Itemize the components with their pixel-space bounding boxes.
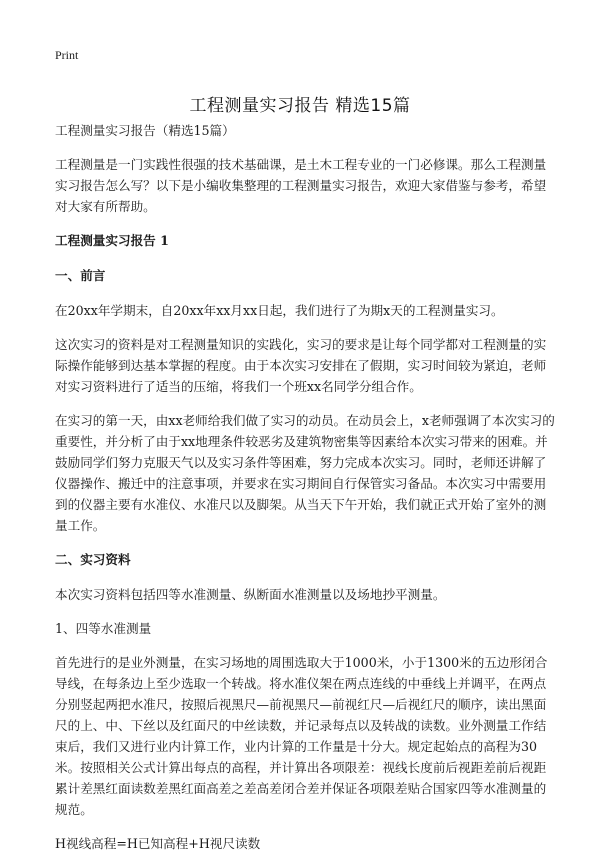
formula-line: H视线高程=H已知高程+H视尺读数 [55,836,261,851]
paragraph: 本次实习资料包括四等水准测量、纵断面水准测量以及场地抄平测量。 [55,587,446,602]
document-title: 工程测量实习报告 精选15篇 [189,96,411,117]
print-link[interactable]: Print [55,48,79,62]
intro-paragraph: 工程测量是一门实践性很强的技术基础课，是土木工程专业的一门必修课。那么工程测量实习报告怎么写？以下是小编收集整理的工程测量实习报告，欢迎大家借鉴与参考，希望对大家有所帮助。 [55,157,547,214]
report-heading: 工程测量实习报告 1 [55,233,169,248]
subsection-heading: 1、四等水准测量 [55,621,152,636]
document-subtitle: 工程测量实习报告（精选15篇） [55,123,235,138]
section-heading-materials: 二、实习资料 [55,552,131,567]
document-body [55,120,556,854]
paragraph: 在实习的第一天，由xx老师给我们做了实习的动员。在动员会上，x老师强调了本次实习的重要性，并分析了由于xx地理条件较恶劣及建筑物密集等因素给本次实习带来的困难。并鼓励同学们努力克服天气以及实习条件等困难，努力完成本次实习。同时，老师还讲解了仪器操作、搬迁中的注意事项，并要求在实习期间自行保管实习备品。本次实习中需要用到的仪器主要有水准仪、水准尺以及脚架。从当天下午开始，我们就正式开始了室外的测量工作。 [55,413,555,533]
paragraph: 在20xx年学期末，自20xx年xx月xx日起，我们进行了为期x天的工程测量实习。 [55,303,504,318]
section-heading-preface: 一、前言 [55,268,106,283]
paragraph: 首先进行的是业外测量，在实习场地的周围选取大于1000米，小于1300米的五边形闭合导线，在每条边上至少选取一个转战。将水准仪架在两点连线的中垂线上并调平，在两点分别竖起两把水准尺，按照后视黑尺—前视黑尺—前视红尺—后视红尺的顺序，读出黑面尺的上、中、下丝以及红面尺的中丝读数，并记录每点以及转战的读数。业外测量工作结束后，我们又进行业内计算工作，业内计算的工作量是十分大。规定起始点的高程为30米。按照相关公式计算出每点的高程，并计算出各项限差：视线长度前后视距差前后视距累计差黑红面读数差黑红面高差之差高差闭合差并保证各项限差贴合国家四等水准测量的规范。 [55,655,548,817]
paragraph: 这次实习的资料是对工程测量知识的实践化，实习的要求是让每个同学都对工程测量的实际操作能够到达基本掌握的程度。由于本次实习安排在了假期，实习时间较为紧迫，老师对实习资料进行了适当的压缩，将我们一个班xx名同学分组合作。 [55,337,547,394]
